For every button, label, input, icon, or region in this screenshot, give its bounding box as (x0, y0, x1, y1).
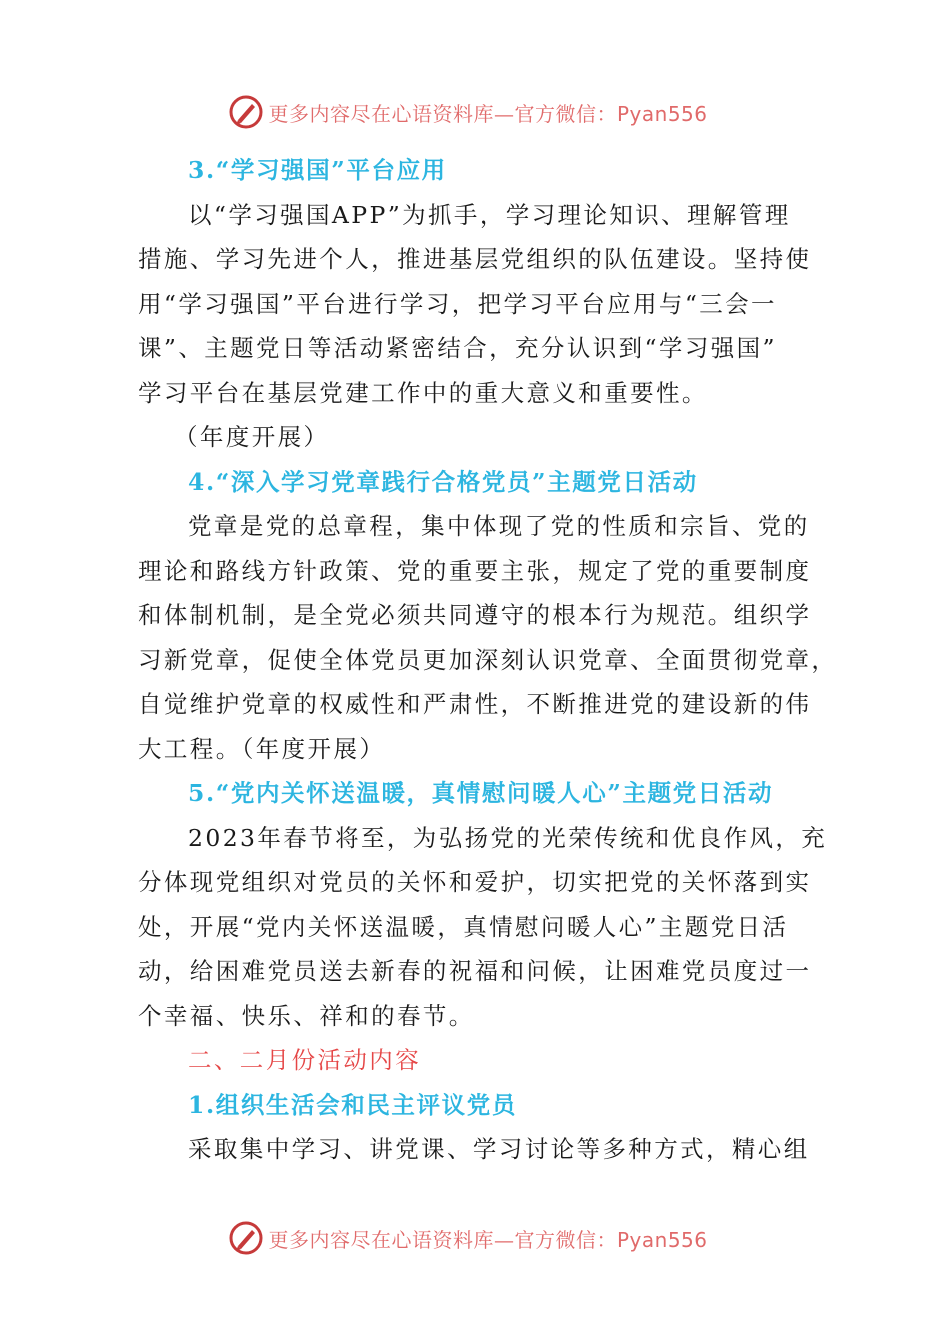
section-3-title: 3.“学习强国”平台应用 (188, 156, 447, 184)
text-line: 动，给困难党员送去新春的祝福和问候，让困难党员度过一 (138, 957, 812, 985)
pen-logo-icon (228, 1220, 264, 1256)
text-line: 采取集中学习、讲党课、学习讨论等多种方式，精心组 (188, 1135, 810, 1163)
part-2-section-1-paragraph (138, 1127, 818, 1172)
pen-logo-icon (228, 94, 264, 130)
text-line: 大工程。（年度开展） (138, 734, 386, 763)
text-line: 和体制机制，是全党必须共同遵守的根本行为规范。组织学 (138, 601, 812, 629)
text-line: 用“学习强国”平台进行学习，把学习平台应用与“三会一 (138, 289, 777, 318)
text-line: 习新党章，促使全体党员更加深刻认识党章、全面贯彻党章， (138, 645, 838, 674)
section-4-title: 4.“深入学习党章践行合格党员”主题党日活动 (188, 467, 698, 496)
text-line: 个幸福、快乐、祥和的春节。 (138, 1001, 475, 1030)
section-5-paragraph (138, 816, 828, 1039)
text-line: 2023年春节将至，为弘扬党的光荣传统和优良作风，充 (188, 823, 828, 852)
text-line: 课”、主题党日等活动紧密结合，充分认识到“学习强国” (138, 334, 777, 362)
text-line: 理论和路线方针政策、党的重要主张，规定了党的重要制度 (138, 556, 812, 585)
text-line: 处，开展“党内关怀送温暖，真情慰问暖人心”主题党日活 (138, 912, 789, 941)
document-body (138, 148, 838, 1172)
banner-text: 更多内容尽在心语资料库—官方微信：Pyan556 (268, 101, 708, 126)
text-line: 分体现党组织对党员的关怀和爱护，切实把党的关怀落到实 (138, 868, 812, 896)
text-line: 自觉维护党章的权威性和严肃性，不断推进党的建设新的伟 (138, 690, 812, 718)
banner-text: 更多内容尽在心语资料库—官方微信：Pyan556 (268, 1227, 708, 1252)
section-4-paragraph (138, 504, 838, 771)
header-banner (0, 92, 950, 132)
section-5-title: 5.“党内关怀送温暖，真情慰问暖人心”主题党日活动 (188, 779, 774, 807)
part-2-section-1-title: 1.组织生活会和民主评议党员 (188, 1090, 517, 1119)
section-3-paragraph (138, 193, 818, 416)
footer-banner (0, 1218, 950, 1258)
wechat-id: Pyan556 (616, 1227, 708, 1252)
wechat-id: Pyan556 (616, 101, 708, 126)
section-3-note: （年度开展） (174, 423, 330, 451)
text-line: 以“学习强国APP”为抓手，学习理论知识、理解管理 (188, 200, 791, 229)
part-2-title: 二、二月份活动内容 (188, 1046, 422, 1074)
text-line: 措施、学习先进个人，推进基层党组织的队伍建设。坚持使 (138, 245, 812, 273)
text-line: 党章是党的总章程，集中体现了党的性质和宗旨、党的 (188, 512, 810, 540)
text-line: 学习平台在基层党建工作中的重大意义和重要性。 (138, 378, 708, 407)
